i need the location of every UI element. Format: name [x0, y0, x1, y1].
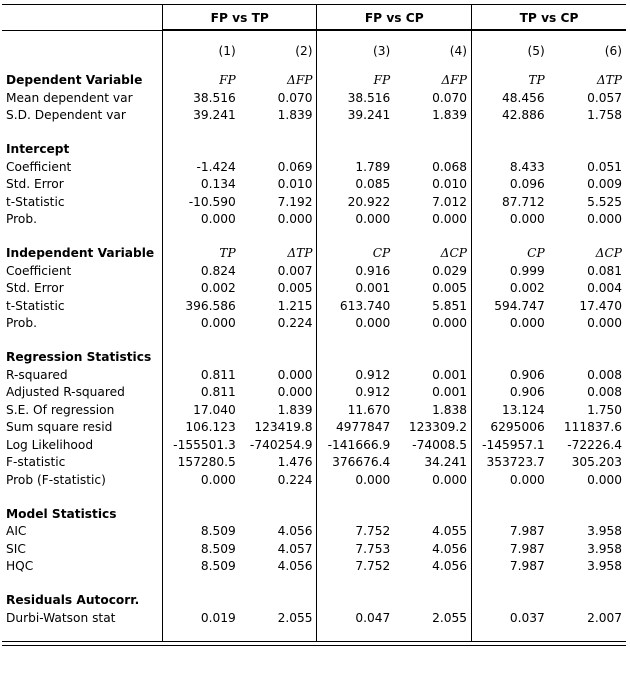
empty-cell	[549, 141, 626, 159]
table-cell: 1.839	[240, 107, 317, 125]
spacer-row	[2, 576, 626, 592]
table-cell: 0.000	[394, 315, 471, 333]
table-cell: 0.005	[394, 280, 471, 298]
table-cell: 7.753	[355, 541, 391, 556]
row-label: Sum square resid	[2, 419, 163, 437]
row-label: S.E. Of regression	[2, 402, 163, 420]
table-cell: 11.670	[347, 402, 391, 417]
table-cell: 0.000	[200, 473, 236, 488]
table-cell: 7.987	[509, 559, 545, 574]
table-row	[2, 384, 626, 402]
row-label: Coefficient	[2, 159, 163, 177]
column-number: (5)	[471, 30, 548, 72]
table-cell: 6295006	[490, 420, 545, 435]
table-cell: -1.424	[196, 159, 236, 174]
table-cell: 7.752	[355, 559, 391, 574]
table-cell: 0.010	[240, 176, 317, 194]
table-row	[2, 263, 626, 281]
table-cell: 4.057	[240, 541, 317, 559]
section-title: Intercept	[2, 141, 163, 159]
table-cell: 0.134	[200, 177, 236, 192]
table-cell: 4.056	[394, 541, 471, 559]
row-label: F-statistic	[2, 454, 163, 472]
table-cell: 0.000	[240, 367, 317, 385]
table-cell: 7.192	[240, 194, 317, 212]
table-cell: 0.001	[394, 367, 471, 385]
table-cell: 0.000	[587, 212, 622, 227]
column-number: (2)	[240, 30, 317, 72]
row-label: S.D. Dependent var	[2, 107, 163, 125]
table-cell: 13.124	[502, 402, 545, 417]
row-label: SIC	[2, 541, 163, 559]
table-cell: 7.752	[355, 524, 391, 539]
table-cell: 396.586	[185, 298, 236, 313]
table-cell: 2.007	[587, 610, 622, 625]
table-cell: 0.008	[587, 367, 622, 382]
table-row	[2, 176, 626, 194]
table-cell: 0.811	[200, 367, 236, 382]
row-label: Durbi-Watson stat	[2, 610, 163, 628]
table-cell: 0.000	[240, 384, 317, 402]
empty-cell	[163, 506, 240, 524]
table-cell: 0.096	[509, 177, 545, 192]
row-label: HQC	[2, 558, 163, 576]
empty-cell	[471, 349, 548, 367]
table-row	[2, 298, 626, 316]
spacer-row	[2, 229, 626, 245]
table-cell: 111837.6	[563, 420, 622, 435]
table-cell: 34.241	[394, 454, 471, 472]
table-cell: 0.004	[587, 281, 622, 296]
table-row	[2, 541, 626, 559]
table-cell: 0.999	[509, 263, 545, 278]
section-title: Regression Statistics	[2, 349, 163, 367]
table-cell: 0.000	[587, 473, 622, 488]
section-header-independent	[2, 245, 626, 263]
empty-cell	[394, 141, 471, 159]
empty-cell	[240, 506, 317, 524]
table-cell: 0.051	[587, 159, 622, 174]
row-label: Prob.	[2, 211, 163, 229]
table-row	[2, 211, 626, 229]
table-cell: 3.958	[587, 559, 622, 574]
table-cell: 376676.4	[332, 455, 391, 470]
table-cell: 0.916	[355, 263, 391, 278]
regression-results-table	[2, 4, 626, 642]
table-cell: 0.000	[587, 316, 622, 331]
row-label: AIC	[2, 523, 163, 541]
table-cell: 0.047	[355, 610, 391, 625]
column-number: (4)	[394, 30, 471, 72]
variable-symbol: FP	[219, 73, 236, 88]
stub-header-cell	[2, 5, 163, 31]
empty-cell	[471, 506, 548, 524]
empty-cell	[471, 592, 548, 610]
table-cell: 0.029	[394, 263, 471, 281]
row-label: Prob (F-statistic)	[2, 472, 163, 490]
table-cell: 2.055	[240, 610, 317, 628]
table-row	[2, 523, 626, 541]
table-cell: 4.055	[394, 523, 471, 541]
section-header-dependent	[2, 72, 626, 90]
table-row	[2, 194, 626, 212]
table-cell: -74008.5	[394, 437, 471, 455]
row-label: Mean dependent var	[2, 90, 163, 108]
spacer-row	[2, 125, 626, 141]
table-row	[2, 558, 626, 576]
table-cell: 39.241	[193, 108, 236, 123]
column-number-row	[2, 30, 626, 72]
row-label: Log Likelihood	[2, 437, 163, 455]
row-label: Adjusted R-squared	[2, 384, 163, 402]
table-cell: 0.224	[240, 472, 317, 490]
empty-cell	[163, 141, 240, 159]
column-number: (6)	[549, 30, 626, 72]
table-cell: 1.758	[587, 108, 622, 123]
table-cell: -10.590	[188, 194, 236, 209]
empty-cell	[163, 349, 240, 367]
group-header-tp-vs-cp: TP vs CP	[519, 11, 579, 25]
table-cell: 1.215	[240, 298, 317, 316]
table-row	[2, 315, 626, 333]
table-cell: 0.002	[509, 281, 545, 296]
group-header-fp-vs-cp: FP vs CP	[364, 11, 424, 25]
spacer-row	[2, 627, 626, 642]
empty-cell	[394, 592, 471, 610]
table-cell: 594.747	[494, 298, 545, 313]
table-cell: 17.040	[193, 402, 236, 417]
regression-results-table-container	[2, 4, 626, 642]
table-row	[2, 610, 626, 628]
table-cell: 7.987	[509, 541, 545, 556]
table-cell: 0.037	[509, 610, 545, 625]
table-row	[2, 90, 626, 108]
table-cell: 17.470	[579, 298, 622, 313]
variable-symbol: ΔFP	[240, 72, 317, 90]
table-cell: 8.509	[200, 541, 236, 556]
spacer-row	[2, 490, 626, 506]
table-cell: 0.010	[394, 176, 471, 194]
table-cell: 1.839	[240, 402, 317, 420]
table-cell: 20.922	[347, 194, 391, 209]
empty-cell	[394, 349, 471, 367]
table-cell: 3.958	[587, 524, 622, 539]
variable-symbol: ΔFP	[394, 72, 471, 90]
table-cell: 7.987	[509, 524, 545, 539]
empty-cell	[394, 506, 471, 524]
table-cell: 123419.8	[240, 419, 317, 437]
table-cell: 87.712	[502, 194, 545, 209]
row-label: R-squared	[2, 367, 163, 385]
variable-symbol: CP	[527, 245, 545, 260]
empty-cell	[471, 141, 548, 159]
table-cell: 3.958	[587, 541, 622, 556]
spacer-row	[2, 333, 626, 349]
variable-symbol: TP	[528, 73, 545, 88]
table-row	[2, 159, 626, 177]
table-cell: -145957.1	[482, 437, 545, 452]
table-cell: 4.056	[240, 523, 317, 541]
empty-cell	[240, 592, 317, 610]
table-cell: 0.057	[587, 90, 622, 105]
empty-cell	[549, 592, 626, 610]
table-cell: 613.740	[339, 298, 391, 313]
empty-cell	[317, 349, 394, 367]
table-row	[2, 280, 626, 298]
table-row	[2, 367, 626, 385]
table-cell: 7.012	[394, 194, 471, 212]
table-cell: -72226.4	[567, 437, 622, 452]
table-cell: 0.000	[394, 211, 471, 229]
group-header-fp-vs-tp: FP vs TP	[210, 11, 269, 25]
variable-symbol: ΔTP	[596, 73, 622, 88]
table-cell: 157280.5	[177, 455, 236, 470]
table-cell: 0.081	[587, 263, 622, 278]
table-cell: 8.433	[509, 159, 545, 174]
table-cell: 0.070	[240, 90, 317, 108]
table-cell: -155501.3	[173, 437, 236, 452]
table-cell: 8.509	[200, 524, 236, 539]
table-cell: 5.851	[394, 298, 471, 316]
row-label: t-Statistic	[2, 194, 163, 212]
table-cell: 0.000	[509, 316, 545, 331]
table-cell: 0.000	[240, 211, 317, 229]
table-cell: 0.069	[240, 159, 317, 177]
row-label: Prob.	[2, 315, 163, 333]
section-header-model	[2, 506, 626, 524]
row-label: Coefficient	[2, 263, 163, 281]
table-cell: 0.005	[240, 280, 317, 298]
table-cell: 0.085	[355, 177, 391, 192]
table-cell: 353723.7	[486, 455, 545, 470]
section-title: Residuals Autocorr.	[2, 592, 163, 610]
empty-cell	[549, 349, 626, 367]
table-cell: 0.824	[200, 263, 236, 278]
empty-cell	[549, 506, 626, 524]
table-cell: 0.912	[355, 367, 391, 382]
table-cell: 4977847	[335, 420, 391, 435]
variable-symbol: ΔTP	[240, 245, 317, 263]
table-cell: 0.000	[509, 212, 545, 227]
table-cell: 0.070	[394, 90, 471, 108]
table-cell: -740254.9	[240, 437, 317, 455]
variable-symbol: ΔCP	[394, 245, 471, 263]
column-number: (1)	[163, 30, 240, 72]
empty-cell	[317, 592, 394, 610]
table-cell: 0.000	[355, 316, 391, 331]
table-cell: 0.000	[509, 473, 545, 488]
row-label: Std. Error	[2, 176, 163, 194]
table-cell: 2.055	[394, 610, 471, 628]
column-number: (3)	[317, 30, 394, 72]
table-cell: -141666.9	[327, 437, 391, 452]
table-cell: 38.516	[193, 90, 236, 105]
section-header-residuals	[2, 592, 626, 610]
table-cell: 0.007	[240, 263, 317, 281]
section-title: Model Statistics	[2, 506, 163, 524]
table-cell: 0.906	[509, 385, 545, 400]
empty-cell	[317, 506, 394, 524]
table-cell: 38.516	[347, 90, 391, 105]
variable-symbol: CP	[372, 245, 391, 260]
table-cell: 0.000	[355, 473, 391, 488]
table-cell: 0.000	[200, 316, 236, 331]
row-label: t-Statistic	[2, 298, 163, 316]
table-cell: 0.000	[394, 472, 471, 490]
table-cell: 42.886	[502, 108, 545, 123]
table-cell: 4.056	[240, 558, 317, 576]
table-cell: 0.008	[587, 385, 622, 400]
row-label: Std. Error	[2, 280, 163, 298]
table-cell: 0.224	[240, 315, 317, 333]
empty-cell	[240, 349, 317, 367]
group-header-row	[2, 5, 626, 31]
table-row	[2, 402, 626, 420]
table-cell: 1.476	[240, 454, 317, 472]
table-cell: 0.001	[355, 281, 391, 296]
table-row	[2, 454, 626, 472]
empty-cell	[163, 592, 240, 610]
variable-symbol: ΔCP	[595, 245, 622, 260]
table-cell: 1.838	[394, 402, 471, 420]
table-cell: 0.811	[200, 385, 236, 400]
empty-cell	[317, 141, 394, 159]
table-cell: 0.001	[394, 384, 471, 402]
table-cell: 106.123	[185, 420, 236, 435]
table-cell: 0.002	[200, 281, 236, 296]
table-cell: 1.839	[394, 107, 471, 125]
section-title: Dependent Variable	[2, 72, 163, 90]
table-cell: 48.456	[502, 90, 545, 105]
table-bottom-rule	[2, 645, 626, 646]
table-row	[2, 107, 626, 125]
table-cell: 305.203	[571, 455, 622, 470]
table-cell: 0.912	[355, 385, 391, 400]
table-cell: 1.750	[587, 402, 622, 417]
empty-cell	[240, 141, 317, 159]
table-cell: 4.056	[394, 558, 471, 576]
table-cell: 0.068	[394, 159, 471, 177]
table-cell: 0.000	[355, 212, 391, 227]
variable-symbol: FP	[373, 73, 391, 88]
variable-symbol: TP	[219, 245, 236, 260]
table-row	[2, 437, 626, 455]
table-cell: 5.525	[587, 194, 622, 209]
table-cell: 0.019	[200, 610, 236, 625]
table-cell: 0.009	[587, 177, 622, 192]
table-row	[2, 419, 626, 437]
section-header-regression	[2, 349, 626, 367]
table-row	[2, 472, 626, 490]
table-cell: 8.509	[200, 559, 236, 574]
section-title: Independent Variable	[2, 245, 163, 263]
table-cell: 123309.2	[394, 419, 471, 437]
table-cell: 0.906	[509, 367, 545, 382]
table-cell: 0.000	[200, 212, 236, 227]
section-header-intercept	[2, 141, 626, 159]
table-cell: 39.241	[347, 108, 391, 123]
table-cell: 1.789	[355, 159, 391, 174]
